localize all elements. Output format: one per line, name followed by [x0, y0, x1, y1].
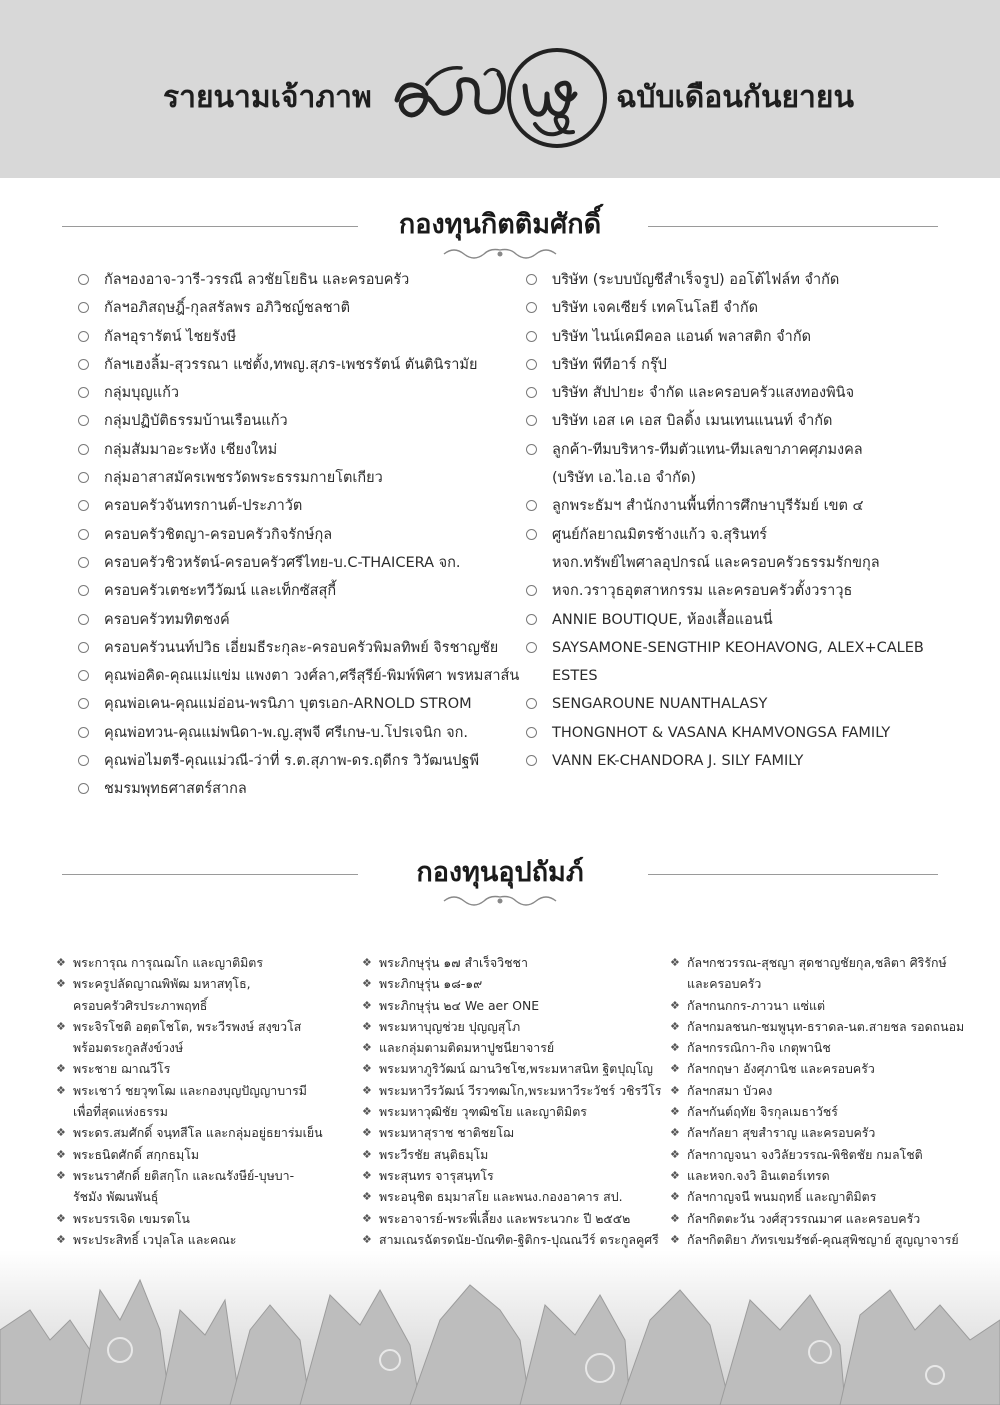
list-item-text: กลุ่มสัมมาอะระหัง เชียงใหม่ — [104, 441, 278, 458]
footer-illustration — [0, 1250, 1000, 1405]
section1-list-col2 — [526, 266, 924, 775]
section1-list-col1 — [78, 266, 519, 804]
list-item-text: กัลฯองอาจ-วารี-วรรณี ลวชัยโยธิน และครอบครัว — [104, 272, 410, 288]
list-item-text: กัลฯกมลชนก-ชมพูนุท-ธราดล-นต.สายชล รอดถนอม — [687, 1018, 965, 1034]
list-item — [78, 464, 519, 492]
diamond-bullet-icon: ❖ — [362, 1062, 372, 1076]
list-item-text: พระจิรโชติ อตฺตโชโต, พระวีรพงษ์ สงฺขวโส — [73, 1018, 302, 1034]
list-item — [526, 492, 924, 520]
diamond-bullet-icon: ❖ — [56, 1147, 66, 1161]
list-item-text: พระมหาวีรวัฒน์ วีรวฑฒโก,พระมหาวีระวัชร์ วชิรวีโร — [379, 1082, 662, 1098]
list-item-text: พระประสิทธิ์ เวปุลโล และคณะ — [73, 1231, 237, 1247]
circle-bullet-icon — [526, 359, 537, 370]
diamond-bullet-icon: ❖ — [56, 1062, 66, 1076]
circle-bullet-icon — [78, 698, 89, 709]
circle-bullet-icon — [78, 642, 89, 653]
list-item — [78, 492, 519, 520]
list-item — [526, 351, 924, 379]
list-item — [362, 1186, 661, 1207]
diamond-bullet-icon: ❖ — [670, 1147, 680, 1161]
list-item-text: กัลฯเฮงลิ้ม-สุวรรณา แซ่ตั้ง,ทพญ.สุภร-เพชรรัตน์ ตันตินิรามัย — [104, 356, 478, 373]
list-item-text: คุณพ่อเคน-คุณแม่อ่อน-พรนิภา บุตรเอก-ARNOLD STROM — [104, 696, 472, 713]
list-item — [56, 1080, 346, 1123]
circle-bullet-icon — [526, 274, 537, 285]
list-item — [78, 294, 519, 322]
list-item-text: พระนราศักดิ์ ยติสกฺโก และณรังษีย์-บุษบา- — [73, 1167, 295, 1183]
list-item — [78, 747, 519, 775]
list-item — [56, 973, 346, 1016]
list-item — [56, 1229, 346, 1250]
circle-bullet-icon — [526, 727, 537, 738]
list-item — [362, 1080, 661, 1101]
list-item-text: พระภิกษุรุ่น ๒๔ We aer ONE — [379, 997, 540, 1013]
diamond-bullet-icon: ❖ — [670, 1041, 680, 1055]
diamond-bullet-icon: ❖ — [362, 998, 372, 1012]
diamond-bullet-icon: ❖ — [362, 1147, 372, 1161]
list-item — [78, 690, 519, 718]
diamond-bullet-icon: ❖ — [56, 1126, 66, 1140]
circle-bullet-icon — [78, 557, 89, 568]
diamond-bullet-icon: ❖ — [362, 1168, 372, 1182]
circle-bullet-icon — [526, 529, 537, 540]
diamond-bullet-icon: ❖ — [362, 1041, 372, 1055]
list-item — [526, 577, 924, 605]
list-item-text: กลุ่มอาสาสมัครเพชรวัดพระธรรมกายโตเกียว — [104, 470, 383, 487]
list-item — [56, 1122, 346, 1143]
list-item-text: พระอาจารย์-พระพี่เลี้ยง และพระนวกะ ปี ๒๕๕๒ — [379, 1210, 631, 1226]
list-item-text: ครอบครัวนนท์ปวิธ เอี่ยมธีระกุละ-ครอบครัวพิมลทิพย์ จิรชาญชัย — [104, 639, 499, 656]
list-item-continuation: และครอบครัว — [687, 976, 762, 992]
list-item — [670, 1080, 964, 1101]
list-item-text: พระธนิตศักดิ์ สกฺกธมฺโม — [73, 1146, 200, 1162]
list-item — [78, 662, 519, 690]
list-item-text: บริษัท (ระบบบัญชีสำเร็จรูป) ออโต้ไฟล์ท จำกัด — [552, 272, 840, 288]
list-item — [670, 1208, 964, 1229]
list-item-continuation: รัชมัง พัฒนพันธุ์ — [73, 1189, 159, 1205]
list-item — [362, 1122, 661, 1143]
list-item — [362, 1144, 661, 1165]
circle-bullet-icon — [78, 359, 89, 370]
list-item-text: บริษัท พีทีอาร์ กรุ๊ป — [552, 356, 667, 373]
diamond-bullet-icon: ❖ — [670, 1105, 680, 1119]
list-item — [362, 973, 661, 994]
list-item-text: หจก.วราวุธอุตสาหกรรม และครอบครัวตั้งวราวุธ — [552, 583, 853, 600]
section2-list-col3 — [670, 952, 964, 1271]
list-item — [670, 1058, 964, 1079]
list-item-text: กัลฯกชวรรณ-สุชญา สุดชาญชัยกุล,ชลิตา ศิริรักษ์ — [687, 955, 947, 970]
list-item — [78, 351, 519, 379]
header-title-right: ฉบับเดือนกันยายน — [616, 80, 854, 115]
list-item-text: ครอบครัวชิวหรัตน์-ครอบครัวศรีไทย-บ.C-THAICERA จก. — [104, 554, 461, 571]
list-item-text: กลุ่มบุญแก้ว — [104, 385, 180, 402]
circle-bullet-icon — [78, 529, 89, 540]
list-item — [78, 719, 519, 747]
list-item — [526, 719, 924, 747]
list-item — [78, 634, 519, 662]
circle-bullet-icon — [526, 415, 537, 426]
list-item-text: SENGAROUNE NUANTHALASY — [552, 696, 768, 713]
list-item — [56, 1208, 346, 1229]
list-item-text: พระดร.สมศักดิ์ จนฺทสีโล และกลุ่มอยู่ธยาร่มเย็น — [73, 1125, 323, 1141]
list-item — [670, 1186, 964, 1207]
section2-list-col2 — [362, 952, 661, 1271]
diamond-bullet-icon: ❖ — [670, 1062, 680, 1076]
list-item — [670, 1229, 964, 1250]
list-item-text: กัลฯอภิสฤษฎิ์-กุลสรัลพร อภิวิชญ์ชลชาติ — [104, 300, 351, 317]
list-item-text: พระภิกษุรุ่น ๑๘-๑๙ — [379, 976, 483, 992]
list-item — [526, 747, 924, 775]
flourish-ornament — [440, 893, 560, 909]
list-item — [526, 690, 924, 718]
list-item-text: คุณพ่อไมตรี-คุณแม่วณี-ว่าที่ ร.ต.สุภาพ-ดร.ฤดีกร วิวัฒนปฐพี — [104, 753, 480, 770]
list-item — [78, 521, 519, 549]
list-item-text: บริษัท ไนน์เคมีคอล แอนด์ พลาสติก จำกัด — [552, 328, 812, 345]
list-item — [78, 549, 519, 577]
list-item-text: ครอบครัวเตชะทวีวัฒน์ และเท็กซัสสุกี้ — [104, 583, 337, 600]
diamond-bullet-icon: ❖ — [670, 1126, 680, 1140]
circle-bullet-icon — [78, 783, 89, 794]
circle-bullet-icon — [526, 444, 537, 455]
diamond-bullet-icon: ❖ — [362, 1126, 372, 1140]
diamond-bullet-icon: ❖ — [362, 1211, 372, 1225]
list-item-text: พระวีรชัย สนฺติธมฺโม — [379, 1146, 489, 1162]
list-item — [78, 577, 519, 605]
list-item — [56, 1144, 346, 1165]
circle-bullet-icon — [78, 302, 89, 313]
list-item — [670, 1165, 964, 1186]
list-item-text: กัลฯกิตติยา ภัทรเขมรัชต์-คุณสุพิชญาย์ สูญญาจารย์ — [687, 1231, 959, 1247]
list-item — [78, 407, 519, 435]
list-item-text: กลุ่มปฏิบัติธรรมบ้านเรือนแก้ว — [104, 413, 288, 430]
list-item — [362, 1016, 661, 1037]
diamond-bullet-icon: ❖ — [56, 1232, 66, 1246]
list-item-continuation: ESTES — [552, 668, 598, 685]
circle-bullet-icon — [526, 585, 537, 596]
list-item — [362, 995, 661, 1016]
inbun-logo — [375, 40, 615, 158]
diamond-bullet-icon: ❖ — [56, 1083, 66, 1097]
list-item-text: ANNIE BOUTIQUE, ห้องเสื้อแอนนี่ — [552, 611, 773, 628]
diamond-bullet-icon: ❖ — [362, 1019, 372, 1033]
diamond-bullet-icon: ❖ — [56, 1211, 66, 1225]
list-item-text: พระมหาสุราช ชาติชยโฌ — [379, 1125, 514, 1141]
list-item-text: และกลุ่มตามติดมหาปูชนียาจารย์ — [379, 1040, 555, 1056]
header-title-left: รายนามเจ้าภาพ — [163, 80, 372, 115]
list-item — [56, 1058, 346, 1079]
list-item — [670, 1037, 964, 1058]
divider-right — [648, 226, 938, 227]
circle-bullet-icon — [78, 415, 89, 426]
diamond-bullet-icon: ❖ — [670, 1019, 680, 1033]
header-band — [0, 0, 1000, 178]
list-item — [526, 606, 924, 634]
list-item-text: ศูนย์กัลยาณมิตรช้างแก้ว จ.สุรินทร์ — [552, 526, 768, 543]
list-item — [78, 436, 519, 464]
circle-bullet-icon — [526, 698, 537, 709]
circle-bullet-icon — [526, 614, 537, 625]
list-item-text: พระมหาวุฒิชัย วุฑฒิชโย และญาติมิตร — [379, 1104, 587, 1120]
list-item-text: พระชาย ฌาณวีโร — [73, 1061, 171, 1077]
list-item-text: SAYSAMONE-SENGTHIP KEOHAVONG, ALEX+CALEB — [552, 639, 924, 656]
list-item-text: คุณพ่อทวน-คุณแม่พนิดา-พ.ญ.สุพจี ศรีเกษ-บ.โปรเจนิก จก. — [104, 724, 468, 741]
list-item-text: และหจก.จงวิ อินเตอร์เทรด — [687, 1167, 830, 1183]
diamond-bullet-icon: ❖ — [362, 1105, 372, 1119]
list-item-continuation: เพื่อที่สุดแห่งธรรม — [73, 1104, 168, 1120]
diamond-bullet-icon: ❖ — [670, 1168, 680, 1182]
circle-bullet-icon — [78, 585, 89, 596]
list-item — [526, 379, 924, 407]
circle-bullet-icon — [526, 302, 537, 313]
list-item-continuation: ครอบครัวศิรประภาพฤทธิ์ — [73, 997, 208, 1013]
list-item-continuation: (บริษัท เอ.ไอ.เอ จำกัด) — [552, 470, 697, 487]
circle-bullet-icon — [78, 614, 89, 625]
section2-list-col1 — [56, 952, 346, 1271]
list-item-continuation: หจก.ทรัพย์ไพศาลอุปกรณ์ และครอบครัวธรรมรักขกุล — [552, 554, 880, 571]
list-item-text: กัลฯกาญจนา จงวิลัยวรรณ-พิชิตชัย กมลโชติ — [687, 1146, 923, 1162]
list-item-text: กัลฯกนกกร-ภาวนา แซ่แต่ — [687, 997, 826, 1013]
list-item — [526, 634, 924, 691]
list-item-text: พระการุณ การุณฌโก และญาติมิตร — [73, 955, 263, 970]
list-item-text: บริษัท เจคเซียร์ เทคโนโลยี จำกัด — [552, 300, 759, 317]
list-item — [78, 379, 519, 407]
list-item-text: พระบรรเจิด เขมรตโน — [73, 1210, 190, 1226]
diamond-bullet-icon: ❖ — [670, 1211, 680, 1225]
circle-bullet-icon — [526, 387, 537, 398]
list-item-text: สามเณรฉัตรดนัย-บัณฑิต-ฐิติกร-ปุณณวีร์ ตระกูลคูศรี — [379, 1231, 659, 1247]
list-item-text: กัลฯอุรารัตน์ ไชยรังษี — [104, 328, 237, 345]
circle-bullet-icon — [526, 642, 537, 653]
list-item — [670, 1016, 964, 1037]
diamond-bullet-icon: ❖ — [56, 1168, 66, 1182]
list-item — [526, 407, 924, 435]
diamond-bullet-icon: ❖ — [670, 1083, 680, 1097]
circle-bullet-icon — [526, 755, 537, 766]
list-item-text: ครอบครัวชิตญา-ครอบครัวกิจรักษ์กุล — [104, 526, 333, 543]
list-item-text: ชมรมพุทธศาสตร์สากล — [104, 781, 247, 798]
circle-bullet-icon — [78, 500, 89, 511]
list-item — [670, 995, 964, 1016]
circle-bullet-icon — [526, 500, 537, 511]
list-item-text: ลูกพระธัมฯ สำนักงานพื้นที่การศึกษาบุรีรัมย์ เขต ๔ — [552, 498, 864, 515]
circle-bullet-icon — [78, 727, 89, 738]
circle-bullet-icon — [78, 472, 89, 483]
list-item — [362, 952, 661, 973]
diamond-bullet-icon: ❖ — [670, 956, 680, 969]
list-item-text: พระมหาภูริวัฒน์ ฌานวิชโช,พระมหาสนิท ฐิตปุญฺโญ — [379, 1061, 653, 1077]
diamond-bullet-icon: ❖ — [362, 956, 372, 969]
list-item-text: กัลฯกัลยา สุขสำราญ และครอบครัว — [687, 1125, 876, 1141]
list-item — [56, 1016, 346, 1059]
list-item — [78, 323, 519, 351]
list-item — [78, 606, 519, 634]
list-item — [670, 952, 964, 995]
list-item — [526, 294, 924, 322]
list-item-text: กัลฯกรรณิกา-กิจ เกตุพานิช — [687, 1040, 831, 1056]
list-item-text: คุณพ่อคิด-คุณแม่แข่ม แพงตา วงศ์ลา,ศรีสุรีย์-พิมพ์พิศา พรหมสาส์น — [104, 668, 520, 685]
diamond-bullet-icon: ❖ — [362, 977, 372, 991]
circle-bullet-icon — [78, 755, 89, 766]
list-item — [526, 323, 924, 351]
list-item — [526, 521, 924, 578]
flourish-ornament — [440, 246, 560, 262]
list-item-text: กัลฯกสมา บัวคง — [687, 1082, 773, 1098]
diamond-bullet-icon: ❖ — [56, 1019, 66, 1033]
list-item — [56, 1165, 346, 1208]
list-item-text: กัลฯกิตตะวัน วงศ์สุวรรณมาศ และครอบครัว — [687, 1210, 921, 1226]
section1-title: กองทุนกิตติมศักดิ์ — [398, 209, 602, 240]
list-item — [670, 1122, 964, 1143]
list-item-text: THONGNHOT & VASANA KHAMVONGSA FAMILY — [552, 724, 891, 741]
circle-bullet-icon — [78, 331, 89, 342]
diamond-bullet-icon: ❖ — [670, 1232, 680, 1246]
list-item-text: พระภิกษุรุ่น ๑๗ สำเร็จวิชชา — [379, 955, 528, 970]
list-item — [362, 1058, 661, 1079]
list-item-text: ลูกค้า-ทีมบริหาร-ทีมตัวแทน-ทีมเลขาภาคศุภมงคล — [552, 441, 863, 458]
list-item-text: บริษัท สัปปายะ จำกัด และครอบครัวแสงทองพินิจ — [552, 385, 855, 402]
diamond-bullet-icon: ❖ — [56, 956, 66, 969]
list-item-text: กัลฯกาญจนี พนมฤทธิ์ และญาติมิตร — [687, 1189, 877, 1205]
list-item — [78, 775, 519, 803]
list-item-text: พระอนุชิต ธมฺมาสโย และพนง.กองอาคาร สป. — [379, 1189, 623, 1205]
list-item — [362, 1037, 661, 1058]
circle-bullet-icon — [78, 274, 89, 285]
list-item-text: พระสุนทร จารุสนฺทโร — [379, 1167, 494, 1183]
list-item — [362, 1101, 661, 1122]
list-item-text: พระมหาบุญช่วย ปุญญสุโภ — [379, 1018, 521, 1034]
list-item-text: บริษัท เอส เค เอส บิลดิ้ง เมนเทนแนนท์ จำกัด — [552, 413, 833, 430]
diamond-bullet-icon: ❖ — [670, 1190, 680, 1204]
list-item-continuation: พร้อมตระกูลสังข์วงษ์ — [73, 1040, 184, 1056]
diamond-bullet-icon: ❖ — [56, 977, 66, 991]
list-item — [362, 1208, 661, 1229]
list-item-text: VANN EK-CHANDORA J. SILY FAMILY — [552, 753, 804, 770]
list-item — [362, 1229, 661, 1250]
list-item-text: พระครูปลัดญาณพิพัฒ มหาสทุโธ, — [73, 976, 251, 992]
list-item-text: กัลฯกฤษา อังศุภานิช และครอบครัว — [687, 1061, 875, 1077]
list-item — [56, 952, 346, 973]
list-item-text: กัลฯกันต์ฤทัย จิรกุลเมธาวัชร์ — [687, 1104, 838, 1120]
list-item — [362, 1165, 661, 1186]
diamond-bullet-icon: ❖ — [362, 1232, 372, 1246]
divider-right — [648, 874, 938, 875]
list-item — [670, 1101, 964, 1122]
list-item — [526, 436, 924, 493]
list-item-text: พระเชาว์ ชยวุฑโฒ และกองบุญปัญญาบารมี — [73, 1082, 307, 1098]
list-item — [670, 1144, 964, 1165]
section2-title: กองทุนอุปถัมภ์ — [416, 857, 584, 888]
list-item — [78, 266, 519, 294]
circle-bullet-icon — [78, 387, 89, 398]
circle-bullet-icon — [78, 670, 89, 681]
circle-bullet-icon — [526, 331, 537, 342]
circle-bullet-icon — [78, 444, 89, 455]
diamond-bullet-icon: ❖ — [362, 1083, 372, 1097]
list-item — [526, 266, 924, 294]
list-item-text: ครอบครัวทมทิตชงค์ — [104, 611, 230, 628]
diamond-bullet-icon: ❖ — [362, 1190, 372, 1204]
diamond-bullet-icon: ❖ — [670, 998, 680, 1012]
list-item-text: ครอบครัวจันทรกานต์-ประภาวัต — [104, 498, 303, 515]
